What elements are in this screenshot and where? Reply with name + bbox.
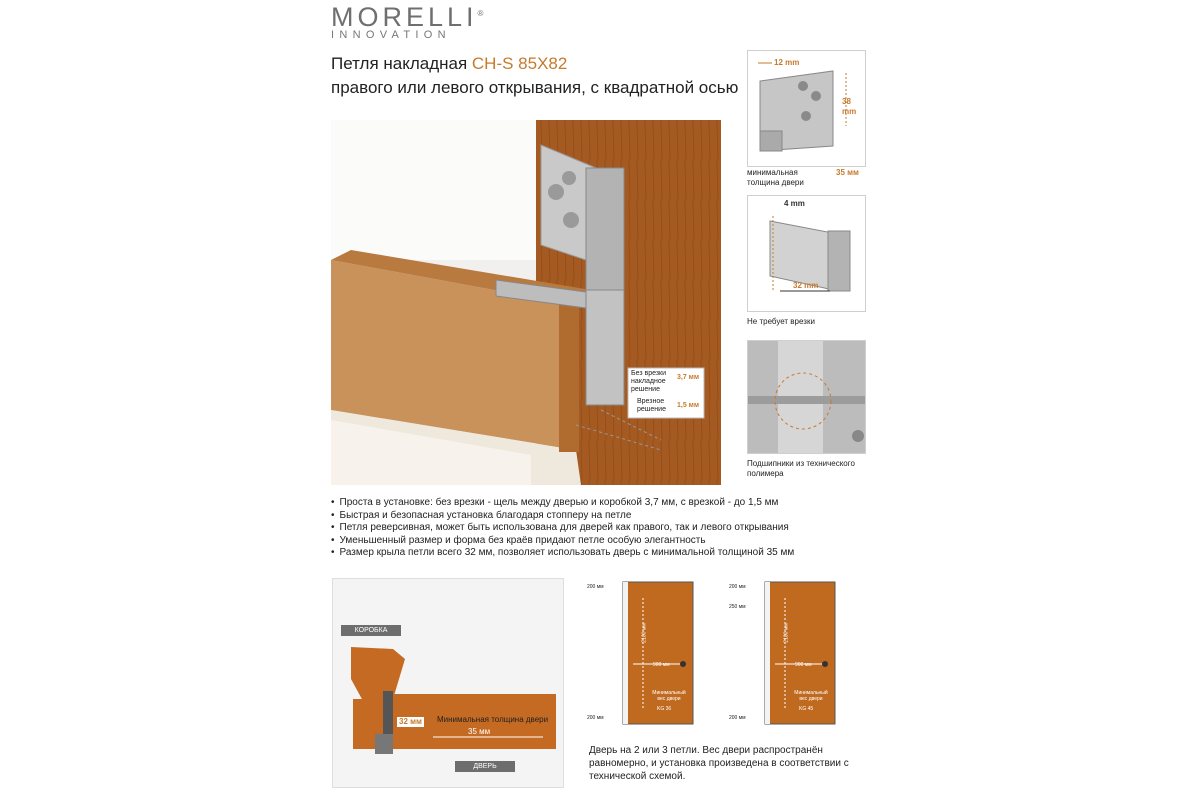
min-door-thickness-value: 35 мм xyxy=(836,168,859,177)
bearing-caption: Подшипники из технического полимера xyxy=(747,459,855,478)
door-left-bottom-dim: 200 мм xyxy=(587,715,604,721)
registered-mark: ® xyxy=(477,9,488,18)
callout-cut-value: 1,5 мм xyxy=(677,402,700,409)
installation-note: Дверь на 2 или 3 петли. Вес двери распространён равномерно, и установка произведена в соответствии с технической схемой. xyxy=(589,745,849,782)
brand-logo xyxy=(331,2,487,41)
door-left-width: 900 мм xyxy=(653,662,670,668)
feature-item: • Проста в установке: без врезки - щель между дверью и коробкой 3,7 мм, с врезкой - до 1,5 мм xyxy=(331,497,794,510)
hinge-dimension-figure-2 xyxy=(747,195,866,312)
model-code: CH-S 85X82 xyxy=(471,54,568,73)
door-right-bottom-dim: 200 мм xyxy=(729,715,746,721)
dim-32mm: 32 mm xyxy=(793,281,819,290)
door-right-weight-label: Минимальный вес двери xyxy=(794,690,828,702)
brand-subtitle: INNOVATION xyxy=(331,29,451,41)
door-right-second-dim: 250 мм xyxy=(729,604,746,610)
feature-item: • Петля реверсивная, может быть использована для дверей как правого, так и левого открывания xyxy=(331,522,794,535)
min-door-thickness-caption: минимальная толщина двери xyxy=(747,168,804,187)
door-diagram-3-hinges xyxy=(727,578,857,730)
door-left-weight-label: Минимальный вес двери xyxy=(652,690,686,702)
section-diagram xyxy=(332,578,564,788)
min-thickness-label: Минимальная толщина двери xyxy=(437,715,549,724)
title-prefix: Петля накладная xyxy=(331,54,472,73)
feature-item: • Уменьшенный размер и форма без краёв придают петле особую элегантность xyxy=(331,535,794,548)
door-diagram-2-hinges xyxy=(585,578,715,730)
dim-12mm: 12 mm xyxy=(774,58,800,67)
feature-list xyxy=(331,497,794,560)
hinge-dimension-figure-1 xyxy=(747,50,866,167)
page-title xyxy=(331,52,738,100)
door-right-weight-value: KG 45 xyxy=(799,706,814,712)
door-label: ДВЕРЬ xyxy=(455,761,515,772)
door-right-width: 900 мм xyxy=(795,662,812,668)
title-subline: правого или левого открывания, с квадратной осью xyxy=(331,78,739,97)
callout-no-cut-value: 3,7 мм xyxy=(677,374,700,381)
callout-no-cut-label: Без врезки накладное решение xyxy=(631,370,667,393)
door-right-height: 2100 мм xyxy=(783,623,790,643)
hinge-photo xyxy=(331,120,721,485)
brand-name: MORELLI xyxy=(331,2,478,32)
feature-item: • Размер крыла петли всего 32 мм, позволяет использовать дверь с минимальной толщиной 35 мм xyxy=(331,547,794,560)
min-thickness-value: 35 мм xyxy=(468,727,491,736)
door-left-top-dim: 200 мм xyxy=(587,584,604,590)
wing-size-label: 32 мм xyxy=(399,717,422,726)
bearing-closeup-figure xyxy=(747,340,866,454)
dim-38mm: 38 mm xyxy=(842,97,857,116)
dim-4mm: 4 mm xyxy=(784,199,805,208)
no-cut-caption: Не требует врезки xyxy=(747,317,815,326)
feature-item: • Быстрая и безопасная установка благодаря стопперу на петле xyxy=(331,510,794,523)
door-right-top-dim: 200 мм xyxy=(729,584,746,590)
door-left-height: 2100 мм xyxy=(641,623,648,643)
door-left-weight-value: KG 36 xyxy=(657,706,672,712)
frame-label: КОРОБКА xyxy=(341,625,401,636)
callout-cut-label: Врезное решение xyxy=(637,398,666,413)
